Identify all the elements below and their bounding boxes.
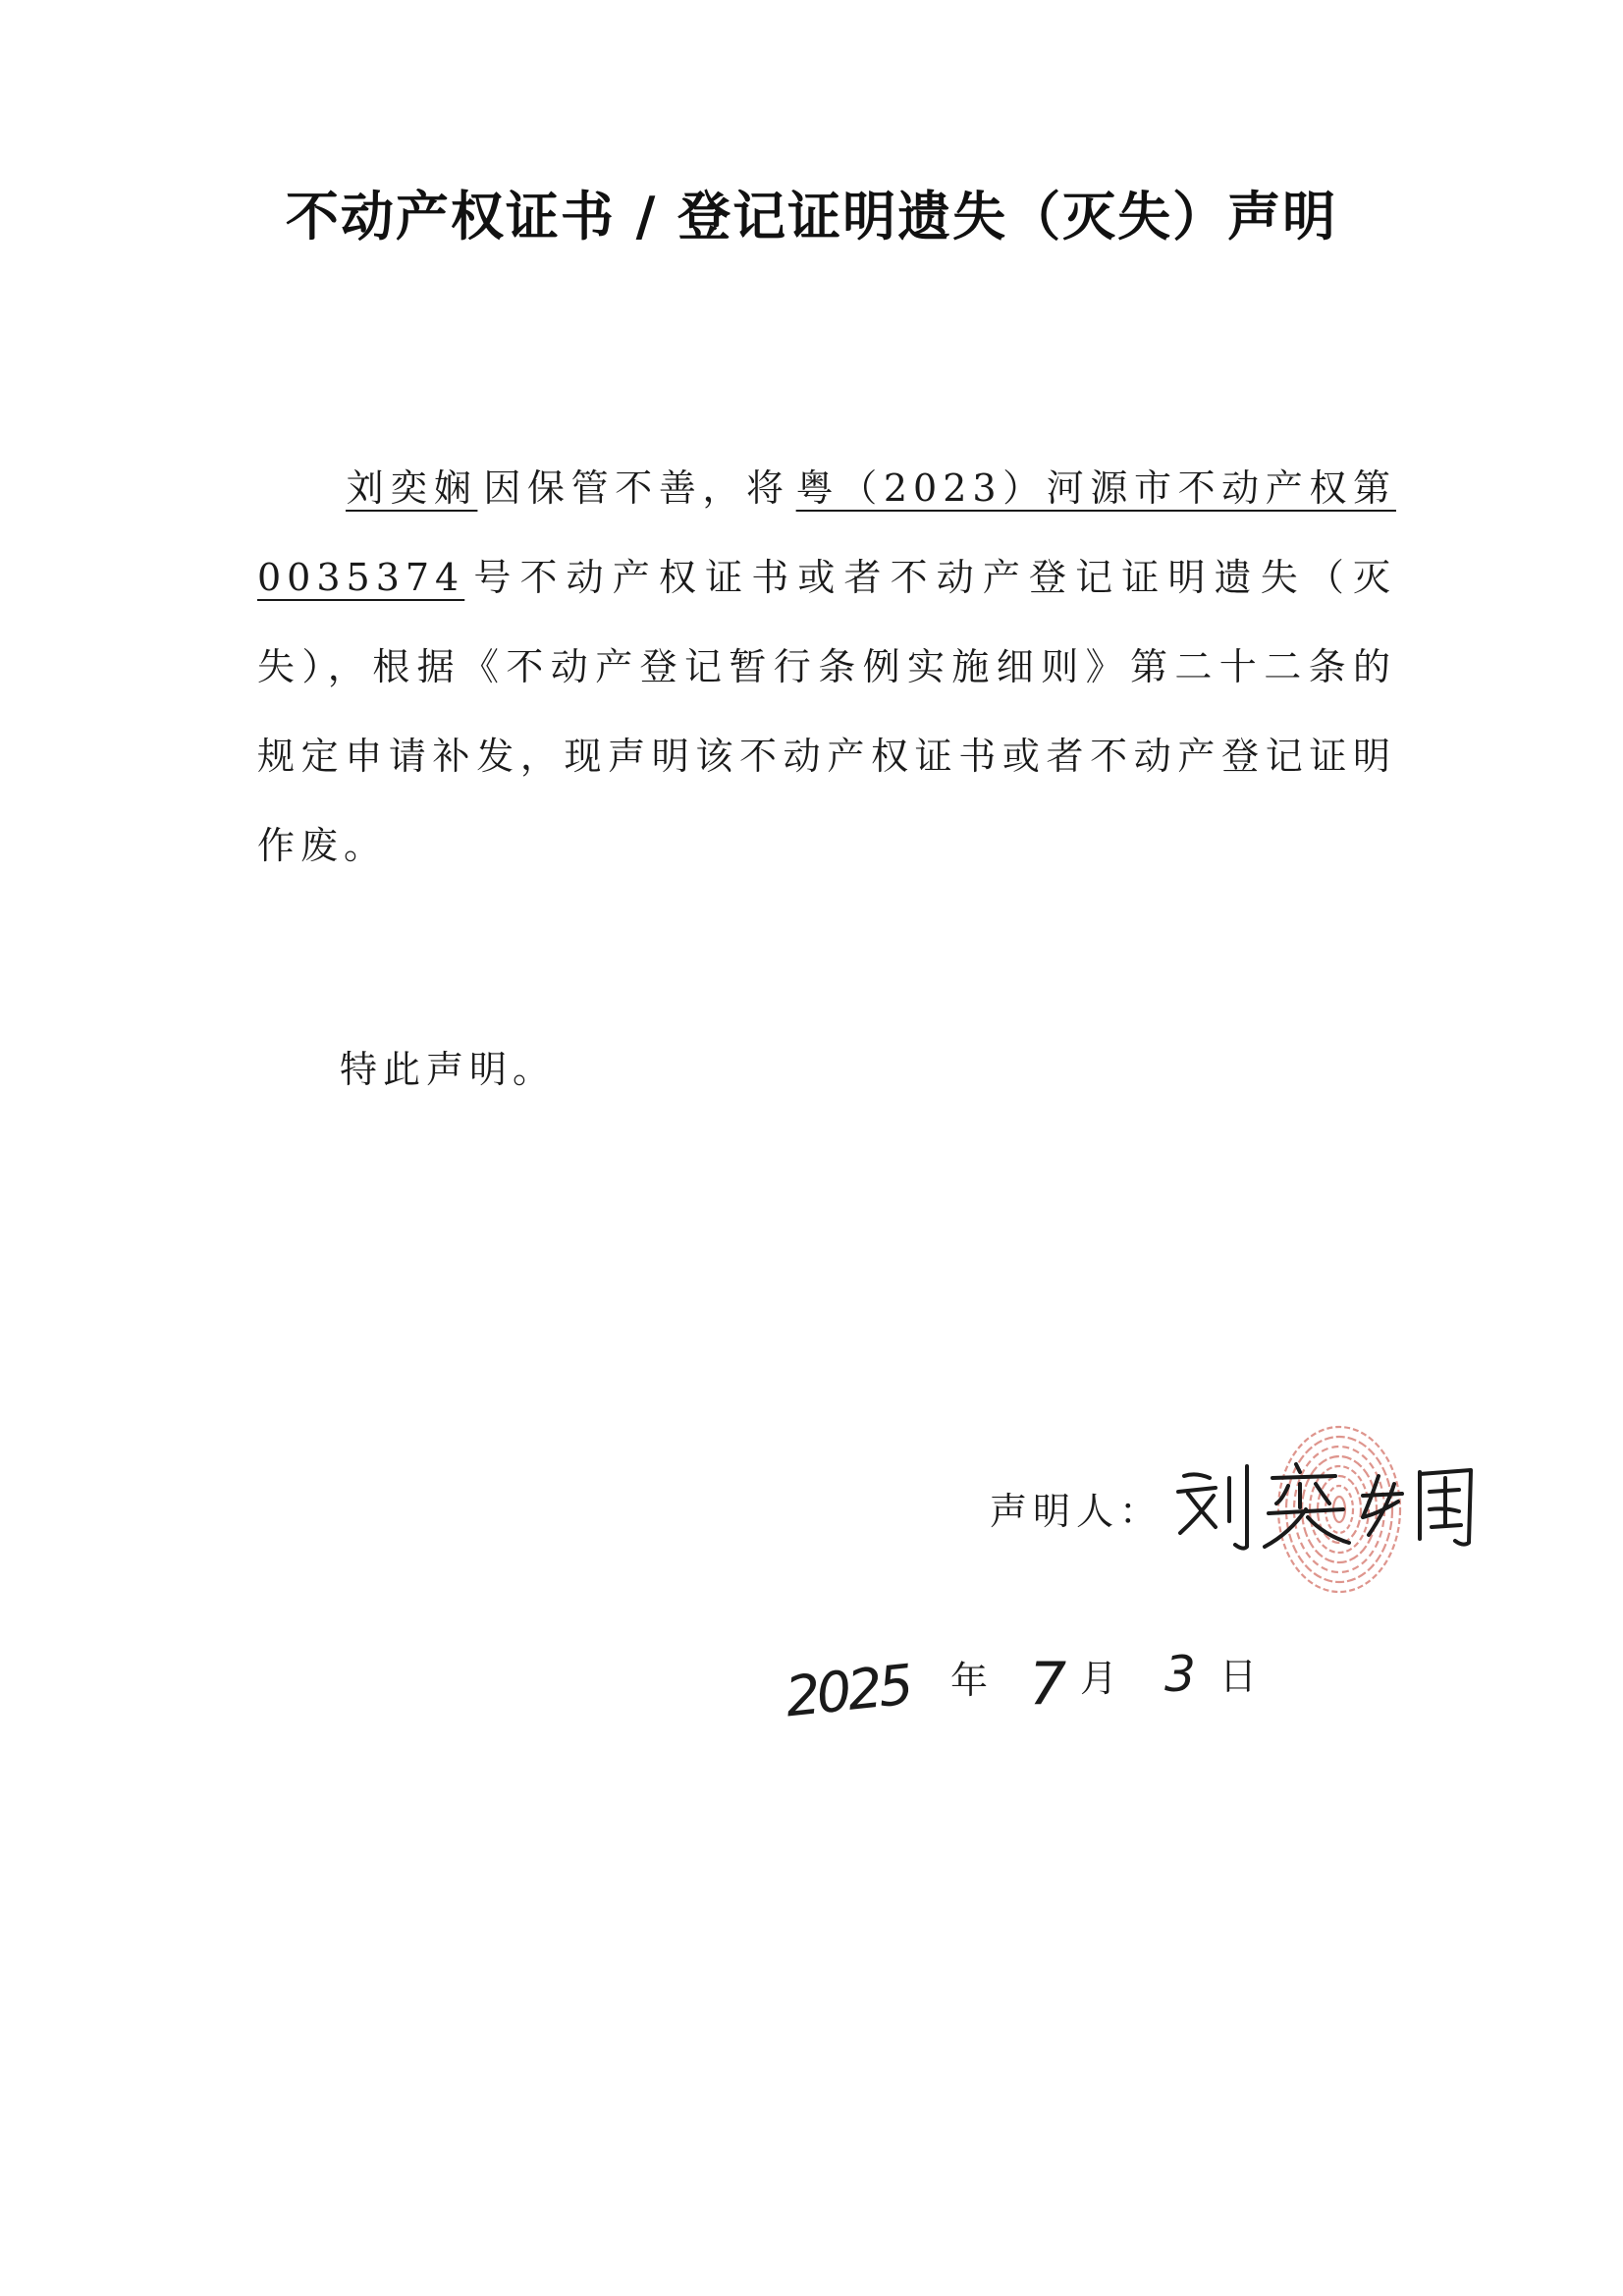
date-year: 2025 bbox=[782, 1653, 913, 1730]
declaration-body bbox=[257, 444, 1396, 891]
body-text-1: 因保管不善，将 bbox=[483, 466, 790, 510]
date-row bbox=[782, 1630, 1276, 1738]
date-day-label: 日 bbox=[1219, 1655, 1258, 1698]
date-year-label: 年 bbox=[950, 1659, 989, 1702]
owner-name: 刘奕娴 bbox=[346, 466, 478, 510]
signature-area bbox=[1166, 1449, 1520, 1566]
handwritten-signature bbox=[1166, 1449, 1540, 1557]
closing-statement: 特此声明。 bbox=[340, 1048, 557, 1091]
body-text-2: 号不动产权证书或者不动产登记证明遗失（灭失），根据《不动产登记暂行条例实施细则》第二十二条的规定申请补发，现声明该不动产权证书或者不动产登记证明作废。 bbox=[257, 556, 1396, 867]
signer-label: 声明人： bbox=[990, 1489, 1163, 1533]
document-title: 不动产权证书 / 登记证明遗失（灭失）声明 bbox=[285, 186, 1338, 247]
date-day: 3 bbox=[1164, 1646, 1196, 1703]
date-month: 7 bbox=[1029, 1650, 1067, 1719]
certificate-number: 粤（2023）河源市不动产权第 0035374 bbox=[257, 466, 1396, 599]
date-month-label: 月 bbox=[1080, 1657, 1118, 1700]
signer-row bbox=[990, 1463, 1520, 1552]
